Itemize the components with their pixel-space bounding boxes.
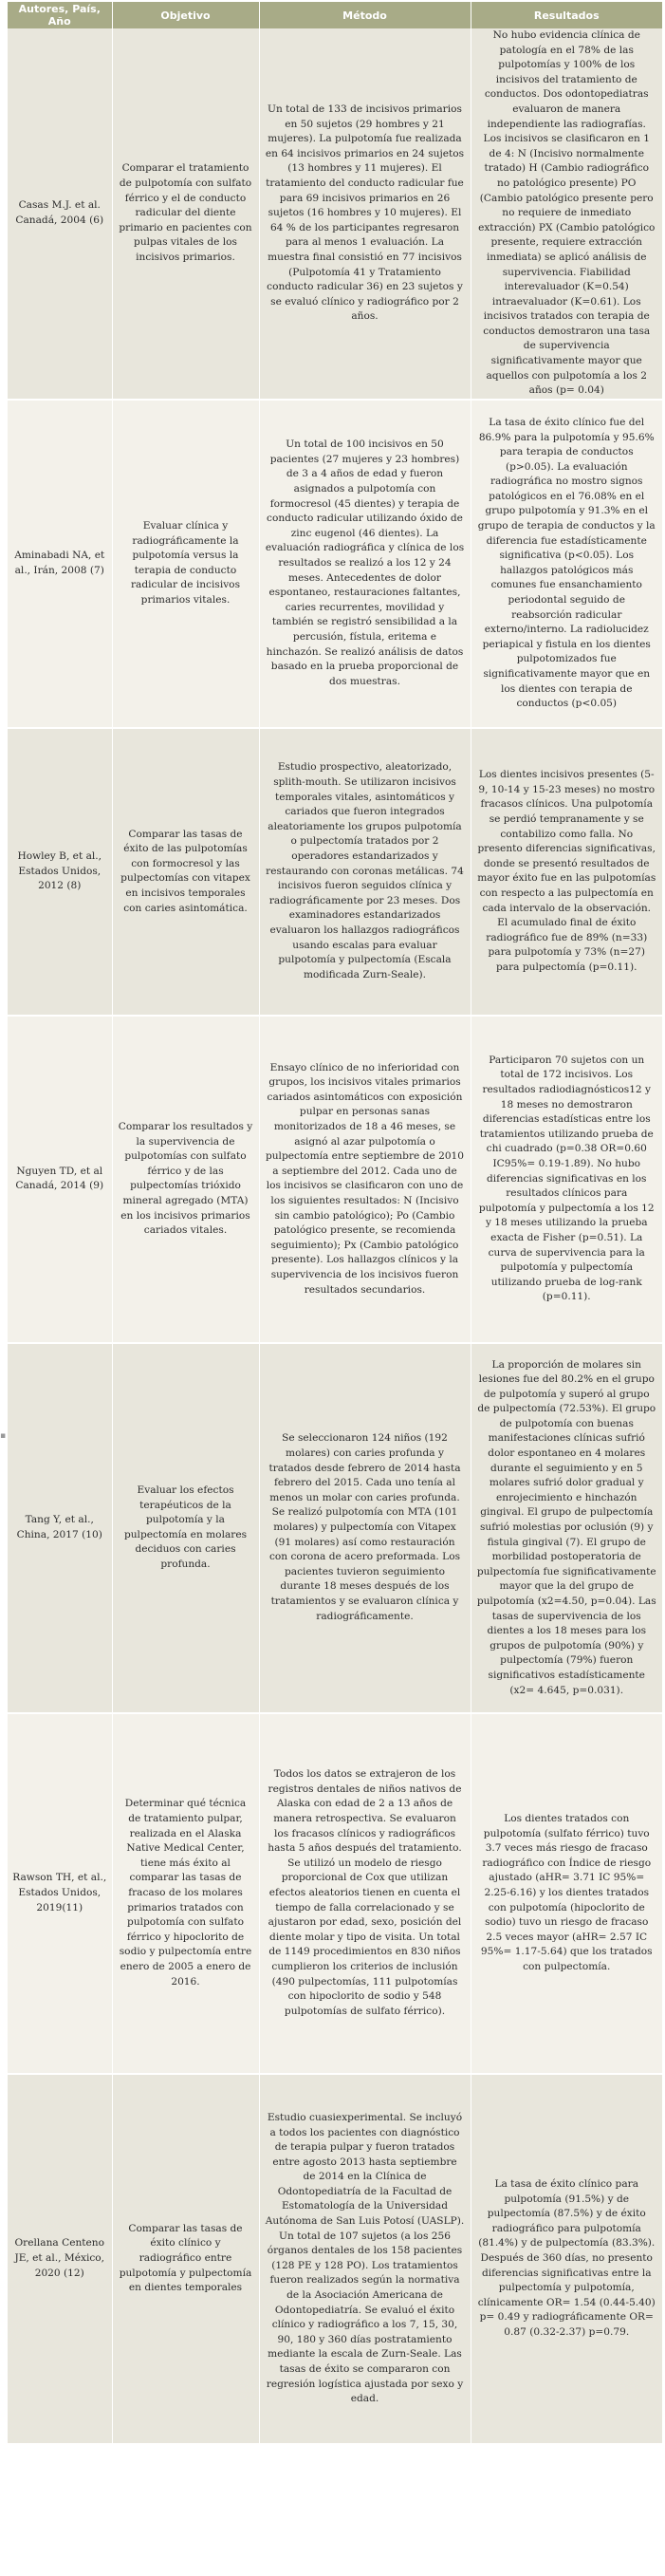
cell-results: Los dientes tratados con pulpotomía (sulfato férrico) tuvo 3.7 veces más riesgo de fracaso radiográfico con Índice de riesgo ajustado (aHR= 3.71 IC 95%= 2.25-6.16) y los dientes tratados con pulpotomía (hipoclorito de sodio) tuvo un riesgo de fracaso 2.5 veces mayor (aHR= 2.57 IC 95%= 1.17-5.64) que los tratados con pulpectomía.	[471, 1713, 662, 2074]
cell-method: Ensayo clínico de no inferioridad con grupos, los incisivos vitales primarios cariados asintomáticos con exposición pulpar en personas sanas monitorizados de 18 a 46 meses, se asignó al azar pulpotomía o pulpectomía entre septiembre de 2010 a septiembre del 2012. Cada uno de los incisivos se clasificaron con uno de los siguientes resultados: N (Incisivo sin cambio patológico); Po (Cambio patológico presente, se recomienda seguimiento); Px (Cambio patológico presente). Los hallazgos clínicos y la supervivencia de los incisivos fueron resultados secundarios.	[259, 1016, 471, 1343]
cell-results: La tasa de éxito clínico para pulpotomía (91.5%) y de pulpectomía (87.5%) y de éxito radiográfico para pulpotomía (81.4%) y de pulpectomía (83.3%). Después de 360 días, no presento diferencias significativas entre la pulpectomía y pulpotomía, clínicamente OR= 1.54 (0.44-5.40) p= 0.49 y radiográficamente OR= 0.87 (0.32-2.37) p=0.79.	[471, 2074, 662, 2444]
margin-mark: ▪	[0, 1431, 7, 1441]
table-row	[8, 400, 662, 728]
cell-results: Los dientes incisivos presentes (5-9, 10-14 y 15-23 meses) no mostro fracasos clínicos. Una pulpotomía se perdió tempranamente y se contabilizo como falla. No presento diferencias significativas, donde se presentó resultados de mayor éxito fue en las pulpotomías con respecto a las pulpectomía en cada intervalo de la observación. El acumulado final de éxito radiográfico fue de 89% (n=33) para pulpotomía y 73% (n=27) para pulpectomía (p=0.11).	[471, 728, 662, 1016]
cell-objective: Determinar qué técnica de tratamiento pulpar, realizada en el Alaska Native Medical Center, tiene más éxito al comparar las tasas de fracaso de los molares primarios tratados con pulpotomía con sulfato férrico y hipoclorito de sodio y pulpectomía entre enero de 2005 a enero de 2016.	[112, 1713, 259, 2074]
studies-table	[8, 2, 662, 2445]
cell-author: Nguyen TD, et al Canadá, 2014 (9)	[8, 1016, 112, 1343]
cell-objective: Comparar los resultados y la supervivencia de pulpotomías con sulfato férrico y de las pulpectomías trióxido mineral agregado (MTA) en los incisivos primarios cariados vitales.	[112, 1016, 259, 1343]
review-table-container	[8, 2, 662, 2445]
cell-objective: Comparar las tasas de éxito de las pulpotomías con formocresol y las pulpectomías con vitapex en incisivos temporales con caries asintomática.	[112, 728, 259, 1016]
cell-author: Aminabadi NA, et al., Irán, 2008 (7)	[8, 400, 112, 728]
cell-results: La tasa de éxito clínico fue del 86.9% para la pulpotomía y 95.6% para terapia de conductos (p>0.05). La evaluación radiográfica no mostro signos patológicos en el 76.08% en el grupo pulpotomía y 91.3% en el grupo de terapia de conductos y la diferencia fue estadísticamente significativa (p<0.05). Los hallazgos patológicos más comunes fue ensanchamiento periodontal seguido de reabsorción radicular externo/interno. La radiolucidez periapical y fistula en los dientes pulpotomizados fue significativamente mayor que en los dientes con terapia de conductos (p<0.05)	[471, 400, 662, 728]
header-row	[8, 2, 662, 28]
cell-results: No hubo evidencia clínica de patología en el 78% de las pulpotomías y 100% de los incisivos del tratamiento de conductos. Dos odontopediatras evaluaron de manera independiente las radiografías. Los incisivos se clasificaron en 1 de 4: N (Incisivo normalmente tratado) H (Cambio radiográfico no patológico presente) PO (Cambio patológico presente pero no requiere de inmediato extracción) PX (Cambio patológico presente, requiere extracción inmediata) se aplicó análisis de supervivencia. Fiabilidad interevaluador (K=0.54) intraevaluador (K=0.61). Los incisivos tratados con terapia de conductos demostraron una tasa de supervivencia significativamente mayor que aquellos con pulpotomía a los 2 años (p= 0.04)	[471, 28, 662, 400]
cell-results: Participaron 70 sujetos con un total de 172 incisivos. Los resultados radiodiagnósticos12 y 18 meses no demostraron diferencias estadísticas entre los tratamientos utilizando prueba de chi cuadrado (p=0.38 OR=0.60 IC95%= 0.19-1.89). No hubo diferencias significativas en los resultados clínicos para pulpotomía y pulpectomía a los 12 y 18 meses utilizando la prueba exacta de Fisher (p=0.51). La curva de supervivencia para la pulpotomía y pulpectomía utilizando prueba de log-rank (p=0.11).	[471, 1016, 662, 1343]
cell-author: Tang Y, et al., China, 2017 (10)	[8, 1343, 112, 1713]
cell-objective: Comparar el tratamiento de pulpotomía con sulfato férrico y el de conducto radicular del diente primario en pacientes con pulpas vitales de los incisivos primarios.	[112, 28, 259, 400]
cell-method: Se seleccionaron 124 niños (192 molares) con caries profunda y tratados desde febrero de 2014 hasta febrero del 2015. Cada uno tenía al menos un molar con caries profunda. Se realizó pulpotomía con MTA (101 molares) y pulpectomía con Vitapex (91 molares) así como restauración con corona de acero preformada. Los pacientes tuvieron seguimiento durante 18 meses después de los tratamientos y se evaluaron clínica y radiográficamente.	[259, 1343, 471, 1713]
cell-method: Todos los datos se extrajeron de los registros dentales de niños nativos de Alaska con edad de 2 a 13 años de manera retrospectiva. Se evaluaron los fracasos clínicos y radiográficos hasta 5 años después del tratamiento. Se utilizó un modelo de riesgo proporcional de Cox que utilizan efectos aleatorios tienen en cuenta el tiempo de falla correlacionado y se ajustaron por edad, sexo, posición del diente molar y tipo de visita. Un total de 1149 procedimientos en 830 niños cumplieron los criterios de inclusión (490 pulpectomías, 111 pulpotomías con hipoclorito de sodio y 548 pulpotomías de sulfato férrico).	[259, 1713, 471, 2074]
cell-method: Estudio cuasiexperimental. Se incluyó a todos los pacientes con diagnóstico de terapia pulpar y fueron tratados entre agosto 2013 hasta septiembre de 2014 en la Clínica de Odontopediatría de la Facultad de Estomatología de la Universidad Autónoma de San Luis Potosí (UASLP). Un total de 107 sujetos (a los 256 órganos dentales de los 158 pacientes (128 PE y 128 PO). Los tratamientos fueron realizados según la normativa de la Asociación Americana de Odontopediatría. Se evaluó el éxito clínico y radiográfico a los 7, 15, 30, 90, 180 y 360 días postratamiento mediante la escala de Zurn-Seale. Las tasas de éxito se compararon con regresión logística ajustada por sexo y edad.	[259, 2074, 471, 2444]
cell-author: Orellana Centeno JE, et al., México, 2020 (12)	[8, 2074, 112, 2444]
table-row	[8, 1016, 662, 1343]
cell-objective: Comparar las tasas de éxito clínico y radiográfico entre pulpotomía y pulpectomía en dientes temporales	[112, 2074, 259, 2444]
table-row	[8, 1343, 662, 1713]
header-authors: Autores, País, Año	[8, 2, 112, 28]
cell-method: Un total de 100 incisivos en 50 pacientes (27 mujeres y 23 hombres) de 3 a 4 años de edad y fueron asignados a pulpotomía con formocresol (45 dientes) y terapia de conducto radicular utilizando óxido de zinc eugenol (46 dientes). La evaluación radiográfica y clínica de los resultados se realizó a los 12 y 24 meses. Antecedentes de dolor espontaneo, restauraciones faltantes, caries recurrentes, movilidad y también se registró sensibilidad a la percusión, fístula, eritema e hinchazón. Se realizó análisis de datos basado en la prueba proporcional de dos muestras.	[259, 400, 471, 728]
table-row	[8, 1713, 662, 2074]
cell-author: Casas M.J. et al. Canadá, 2004 (6)	[8, 28, 112, 400]
cell-objective: Evaluar clínica y radiográficamente la pulpotomía versus la terapia de conducto radicular de incisivos primarios vitales.	[112, 400, 259, 728]
table-row	[8, 2074, 662, 2444]
table-row	[8, 728, 662, 1016]
cell-author: Howley B, et al., Estados Unidos, 2012 (8)	[8, 728, 112, 1016]
header-results: Resultados	[471, 2, 662, 28]
cell-results: La proporción de molares sin lesiones fue del 80.2% en el grupo de pulpotomía y superó al grupo de pulpectomía (72.53%). El grupo de pulpotomía con buenas manifestaciones clínicas sufrió dolor espontaneo en 4 molares durante el seguimiento y en 5 molares sufrió dolor gradual y enrojecimiento e hinchazón gingival. El grupo de pulpectomía sufrió molestias por oclusión (9) y fistula gingival (7). El grupo de morbilidad postoperatoria de pulpectomía fue significativamente mayor que la del grupo de pulpotomía (x2=4.50, p=0.04). Las tasas de supervivencia de los dientes a los 18 meses para los grupos de pulpotomía (90%) y pulpectomía (79%) fueron significativos estadísticamente (x2= 4.645, p=0.031).	[471, 1343, 662, 1713]
cell-method: Un total de 133 de incisivos primarios en 50 sujetos (29 hombres y 21 mujeres). La pulpotomía fue realizada en 64 incisivos primarios en 24 sujetos (13 hombres y 11 mujeres). El tratamiento del conducto radicular fue para 69 incisivos primarios en 26 sujetos (16 hombres y 10 mujeres). El 64 % de los participantes regresaron para al menos 1 evaluación. La muestra final consistió en 77 incisivos (Pulpotomía 41 y Tratamiento conducto radicular 36) en 23 sujetos y se evaluó clínico y radiográfico por 2 años.	[259, 28, 471, 400]
cell-method: Estudio prospectivo, aleatorizado, splith-mouth. Se utilizaron incisivos temporales vitales, asintomáticos y cariados que fueron integrados aleatoriamente los grupos pulpotomía o pulpectomía tratados por 2 operadores estandarizados y restaurando con coronas metálicas. 74 incisivos fueron seguidos clínica y radiográficamente por 23 meses. Dos examinadores estandarizados evaluaron los hallazgos radiográficos usando escalas para evaluar pulpotomía y pulpectomía (Escala modificada Zurn-Seale).	[259, 728, 471, 1016]
header-method: Método	[259, 2, 471, 28]
header-objective: Objetivo	[112, 2, 259, 28]
cell-author: Rawson TH, et al., Estados Unidos, 2019(11)	[8, 1713, 112, 2074]
cell-objective: Evaluar los efectos terapéuticos de la pulpotomía y la pulpectomía en molares deciduos con caries profunda.	[112, 1343, 259, 1713]
table-row	[8, 28, 662, 400]
